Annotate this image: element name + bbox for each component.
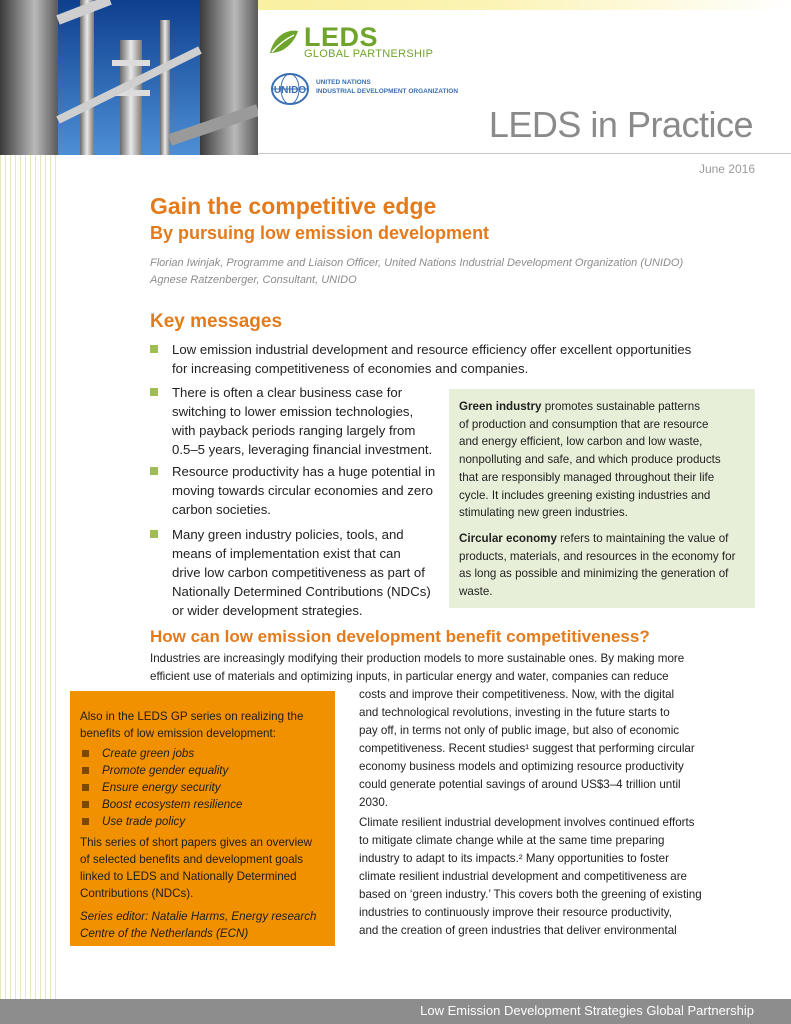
definition-line: that are responsibly managed throughout their life <box>459 470 715 484</box>
circular-economy-term: Circular economy <box>459 531 557 545</box>
body-paragraph-2 <box>359 814 749 940</box>
bullet-line: carbon societies. <box>172 502 271 517</box>
sidebar-line: of selected benefits and development goals <box>80 853 304 866</box>
bullet-line: There is often a clear business case for <box>172 385 403 400</box>
series-item-label: Use trade policy <box>102 815 186 828</box>
series-item-label: Boost ecosystem resilience <box>102 798 243 811</box>
bullet-line: Resource productivity has a huge potential in <box>172 464 436 479</box>
green-industry-definition <box>459 398 745 522</box>
body-line: could generate potential savings of around US$3–4 trillion until <box>359 778 681 791</box>
definition-line: stimulating new green industries. <box>459 506 628 520</box>
bullet-line: drive low carbon competitiveness as part of <box>172 565 425 580</box>
sidebar-series-item[interactable] <box>80 745 325 762</box>
series-editor-credit <box>80 908 325 942</box>
body-line: Climate resilient industrial development involves continued efforts <box>359 816 695 829</box>
green-industry-term: Green industry <box>459 400 542 413</box>
leds-logo-word: LEDS <box>304 22 379 52</box>
body-line: industry to adapt to its impacts.² Many opportunities to foster <box>359 852 669 865</box>
bullet-line: with payback periods ranging largely from <box>172 423 416 438</box>
sidebar-series-item[interactable] <box>80 762 325 779</box>
definition-line: as long as possible and minimizing the generation of <box>459 567 729 581</box>
author-list <box>150 255 683 289</box>
series-title: LEDS in Practice <box>488 104 753 145</box>
bullet-square-icon <box>82 750 89 757</box>
body-line: efficient use of materials and optimizing inputs, in particular energy and water, companies can reduce <box>150 670 669 683</box>
industrial-plant-photo <box>0 0 258 155</box>
page-subtitle: By pursuing low emission development <box>150 223 490 243</box>
unido-logo <box>270 72 470 106</box>
decorative-line-pattern <box>0 155 60 1000</box>
body-line: competitiveness. Recent studies¹ suggest that performing circular <box>359 742 695 755</box>
unido-emblem-icon <box>270 72 310 106</box>
bullet-line: moving towards circular economies and zero <box>172 483 433 498</box>
section-heading: How can low emission development benefit competitiveness? <box>150 627 650 646</box>
bullet-line: Low emission industrial development and resource efficiency offer excellent opportunities <box>172 342 692 357</box>
bullet-square-icon <box>82 767 89 774</box>
sidebar-line: linked to LEDS and Nationally Determined <box>80 870 297 883</box>
unido-line-2: INDUSTRIAL DEVELOPMENT ORGANIZATION <box>316 88 459 95</box>
body-line: pay off, in terms not only of public image, but also of economic <box>359 724 680 737</box>
sidebar-intro <box>80 708 325 742</box>
bullet-line: or wider development strategies. <box>172 603 363 618</box>
sidebar-line: Series editor: Natalie Harms, Energy research <box>80 910 317 923</box>
publication-date: June 2016 <box>698 162 755 176</box>
section-intro <box>150 650 750 686</box>
sidebar-line: This series of short papers gives an overview <box>80 836 312 849</box>
body-line: based on ‘green industry.’ This covers both the greening of existing <box>359 888 702 901</box>
body-paragraph-1 <box>359 686 749 812</box>
sidebar-line: benefits of low emission development: <box>80 727 276 740</box>
bullet-square-icon <box>150 345 158 353</box>
bullet-line: 0.5–5 years, leveraging financial investment. <box>172 442 433 457</box>
author-line: Florian Iwinjak, Programme and Liaison Officer, United Nations Industrial Development Organization (UNIDO) <box>150 257 684 269</box>
sidebar-line: Also in the LEDS GP series on realizing the <box>80 710 304 723</box>
circular-economy-definition <box>459 530 745 601</box>
body-line: industries to continuously improve their resource productivity, <box>359 906 672 919</box>
leds-gp-logo <box>268 24 468 66</box>
definition-line: of production and consumption that are resource <box>459 417 709 431</box>
leds-logo-subtitle: GLOBAL PARTNERSHIP <box>304 48 434 60</box>
definition-line: cycle. It includes greening existing industries and <box>459 488 711 502</box>
bullet-square-icon <box>82 818 89 825</box>
body-line: costs and improve their competitiveness. Now, with the digital <box>359 688 675 701</box>
bullet-line: for increasing competitiveness of economies and companies. <box>172 361 529 376</box>
bullet-line: Many green industry policies, tools, and <box>172 527 404 542</box>
bullet-square-icon <box>150 388 158 396</box>
body-line: economy business models and optimizing resource productivity <box>359 760 684 773</box>
sidebar-description <box>80 834 325 902</box>
sidebar-series-list <box>80 745 325 830</box>
sidebar-series-item[interactable] <box>80 796 325 813</box>
unido-line-1: UNITED NATIONS <box>316 79 371 86</box>
definition-line: and energy efficient, low carbon and low waste, <box>459 435 703 449</box>
bullet-line: switching to lower emission technologies, <box>172 404 414 419</box>
body-line: to mitigate climate change while at the same time preparing <box>359 834 665 847</box>
body-line: and the creation of green industries that deliver environmental <box>359 924 677 937</box>
definition-line: products, materials, and resources in the economy for <box>459 549 736 563</box>
key-messages-heading: Key messages <box>150 311 283 332</box>
definition-text: promotes sustainable patterns <box>541 400 701 413</box>
definition-text: refers to maintaining the value of <box>556 531 729 545</box>
definition-line: waste. <box>459 585 493 599</box>
bullet-square-icon <box>82 784 89 791</box>
bullet-line: means of implementation exist that can <box>172 546 401 561</box>
header-divider <box>258 153 791 154</box>
unido-emblem-word: UNIDO <box>273 85 307 96</box>
footer-text: Low Emission Development Strategies Global Partnership <box>420 1003 754 1018</box>
definitions-box <box>449 389 755 608</box>
sidebar-line: Contributions (NDCs). <box>80 887 194 900</box>
bullet-square-icon <box>150 467 158 475</box>
series-sidebar-box <box>70 691 335 946</box>
series-item-label: Ensure energy security <box>102 781 221 794</box>
definition-line: nonpolluting and safe, and which produce products <box>459 453 721 467</box>
bullet-square-icon <box>150 530 158 538</box>
body-line: climate resilient industrial development and competitiveness are <box>359 870 688 883</box>
footer-bar <box>0 999 791 1024</box>
bullet-square-icon <box>82 801 89 808</box>
sidebar-line: Centre of the Netherlands (ECN) <box>80 927 249 940</box>
body-line: 2030. <box>359 796 389 809</box>
sidebar-series-item[interactable] <box>80 813 325 830</box>
author-line: Agnese Ratzenberger, Consultant, UNIDO <box>150 274 357 286</box>
series-item-label: Create green jobs <box>102 747 195 760</box>
series-item-label: Promote gender equality <box>102 764 229 777</box>
body-line: and technological revolutions, investing in the future starts to <box>359 706 670 719</box>
body-line: Industries are increasingly modifying their production models to more sustainable ones. By making more <box>150 652 685 665</box>
sidebar-series-item[interactable] <box>80 779 325 796</box>
page-title: Gain the competitive edge <box>150 193 437 219</box>
bullet-line: Nationally Determined Contributions (NDCs) <box>172 584 431 599</box>
leaf-icon <box>268 27 300 59</box>
